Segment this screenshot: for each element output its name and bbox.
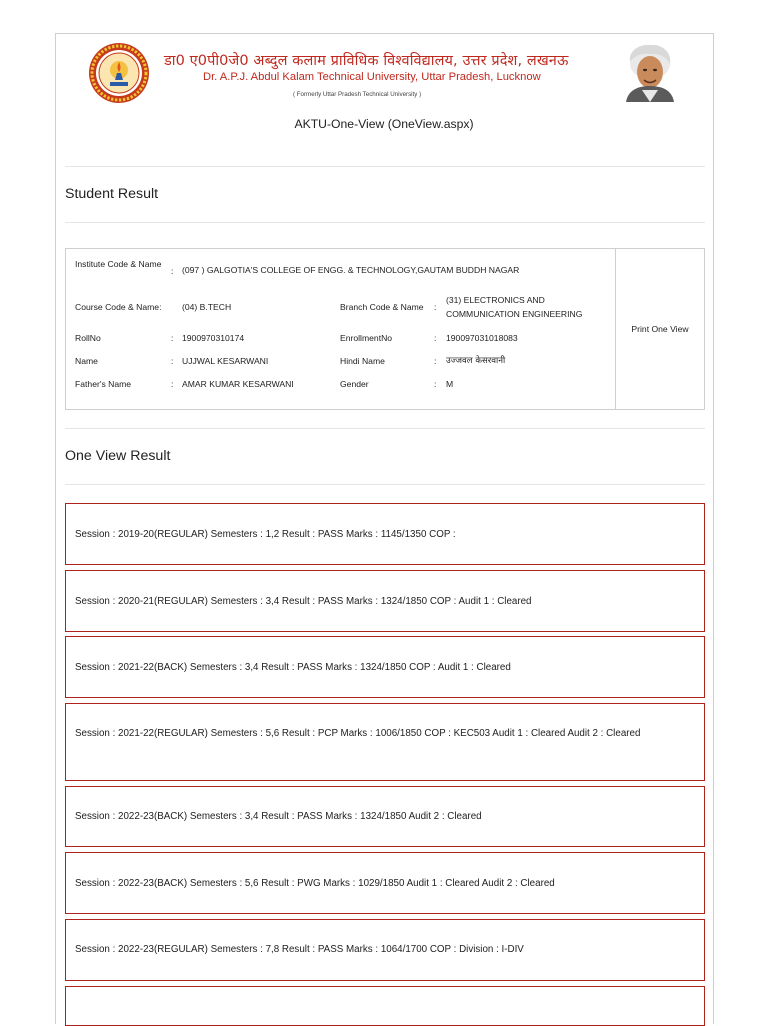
university-hindi-title: डा0 ए0पी0जे0 अब्दुल कलाम प्राविधिक विश्वविद्यालय, उत्तर प्रदेश, लखनऊ [164,53,569,69]
colon: : [171,266,174,276]
session-text: Session : 2021-22(REGULAR) Semesters : 5,6 Result : PCP Marks : 1006/1850 COP : KEC503 Audit 1 : Cleared Audit 2 : Cleared [75,728,641,739]
session-text: Session : 2022-23(BACK) Semesters : 5,6 Result : PWG Marks : 1029/1850 Audit 1 : Cleared Audit 2 : Cleared [75,878,555,889]
branch-value: (31) ELECTRONICS AND COMMUNICATION ENGINEERING [446,295,583,319]
student-result-heading: Student Result [65,186,159,202]
session-row [65,852,705,914]
colon: : [434,333,437,343]
formerly-note: ( Formerly Uttar Pradesh Technical University ) [293,91,422,98]
session-text: Session : 2019-20(REGULAR) Semesters : 1,2 Result : PASS Marks : 1145/1350 COP : [75,529,456,540]
session-row [65,919,705,981]
session-text: Session : 2022-23(BACK) Semesters : 3,4 Result : PASS Marks : 1324/1850 Audit 2 : Cleared [75,811,482,822]
gender-label: Gender [340,379,369,389]
session-row [65,570,705,632]
colon: : [171,379,174,389]
session-row [65,786,705,847]
session-row [65,636,705,698]
institute-value: (097 ) GALGOTIA'S COLLEGE OF ENGG. & TECHNOLOGY,GAUTAM BUDDH NAGAR [182,265,520,275]
colon: : [434,356,437,366]
enrollment-value: 190097031018083 [446,333,518,343]
hindi-name-label: Hindi Name [340,356,385,366]
university-english-title: Dr. A.P.J. Abdul Kalam Technical University, Uttar Pradesh, Lucknow [203,71,541,83]
page-subtitle: AKTU-One-View (OneView.aspx) [294,117,474,131]
session-row [65,503,705,565]
divider [65,222,705,223]
father-name-value: AMAR KUMAR KESARWANI [182,379,294,389]
course-label: Course Code & Name: [75,302,162,312]
divider [65,484,705,485]
session-text: Session : 2022-23(REGULAR) Semesters : 7,8 Result : PASS Marks : 1064/1700 COP : Division : I-DIV [75,944,524,955]
roll-value: 1900970310174 [182,333,245,343]
one-view-result-heading: One View Result [65,448,171,464]
colon: : [434,302,437,312]
print-one-view-button[interactable]: Print One View [631,324,689,334]
session-text: Session : 2021-22(BACK) Semesters : 3,4 Result : PASS Marks : 1324/1850 COP : Audit 1 : Cleared [75,662,511,673]
student-info-panel [65,248,705,410]
name-label: Name [75,356,98,366]
course-value: (04) B.TECH [182,302,232,312]
session-text: Session : 2020-21(REGULAR) Semesters : 3,4 Result : PASS Marks : 1324/1850 COP : Audit 1 : Cleared [75,596,532,607]
name-value: UJJWAL KESARWANI [182,356,269,366]
institute-label: Institute Code & Name [75,259,162,269]
university-emblem-icon [88,42,150,104]
gender-value: M [446,379,454,389]
divider [65,428,705,429]
colon: : [171,356,174,366]
hindi-name-value: उज्जवल केसरवानी [446,356,506,366]
session-row [65,986,705,1026]
apj-abdul-kalam-portrait [612,40,688,102]
roll-label: RollNo [75,333,101,343]
enrollment-label: EnrollmentNo [340,333,393,343]
colon: : [434,379,437,389]
colon: : [171,333,174,343]
branch-label: Branch Code & Name [340,302,424,312]
father-name-label: Father's Name [75,379,132,389]
session-row [65,703,705,781]
divider [65,166,705,167]
